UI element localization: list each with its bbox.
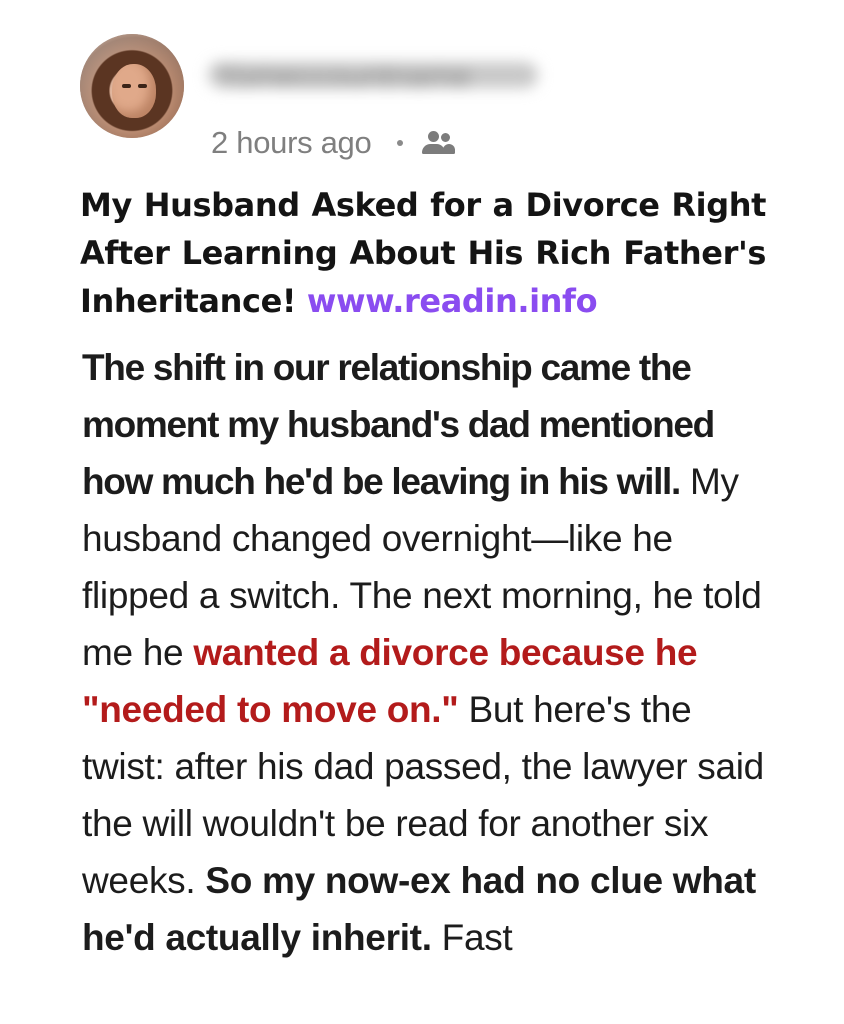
body-highlight: wanted a divorce because he "needed to move on." <box>82 632 698 730</box>
author-name-blurred[interactable] <box>208 56 548 96</box>
author-name[interactable]: Yomeccountname <box>216 58 471 94</box>
avatar[interactable] <box>80 34 184 138</box>
headline-link[interactable]: www.readin.info <box>306 282 598 320</box>
body-part-1: My husband changed overnight—like he flipped a switch. The next morning, he told me he <box>82 461 762 673</box>
body-bold-sentence: So my now-ex had no clue what he'd actually inherit. <box>82 860 756 958</box>
headline-text: My Husband Asked for a Divorce Right After Learning About His Rich Father's Inheritance! <box>80 186 766 320</box>
post-meta <box>211 123 455 163</box>
post-header <box>80 34 780 164</box>
body-tail: Fast <box>441 917 513 958</box>
post-headline <box>80 181 766 325</box>
body-part-2: But here's the twist: after his dad passed, the lawyer said the will wouldn't be read for another six weeks. <box>82 689 764 901</box>
friends-icon[interactable] <box>419 129 455 157</box>
body-lead: The shift in our relationship came the moment my husband's dad mentioned how much he'd be leaving in his will. <box>82 347 714 502</box>
separator-dot <box>397 140 403 146</box>
post-timestamp[interactable]: 2 hours ago <box>211 125 372 160</box>
post-body <box>82 339 782 966</box>
